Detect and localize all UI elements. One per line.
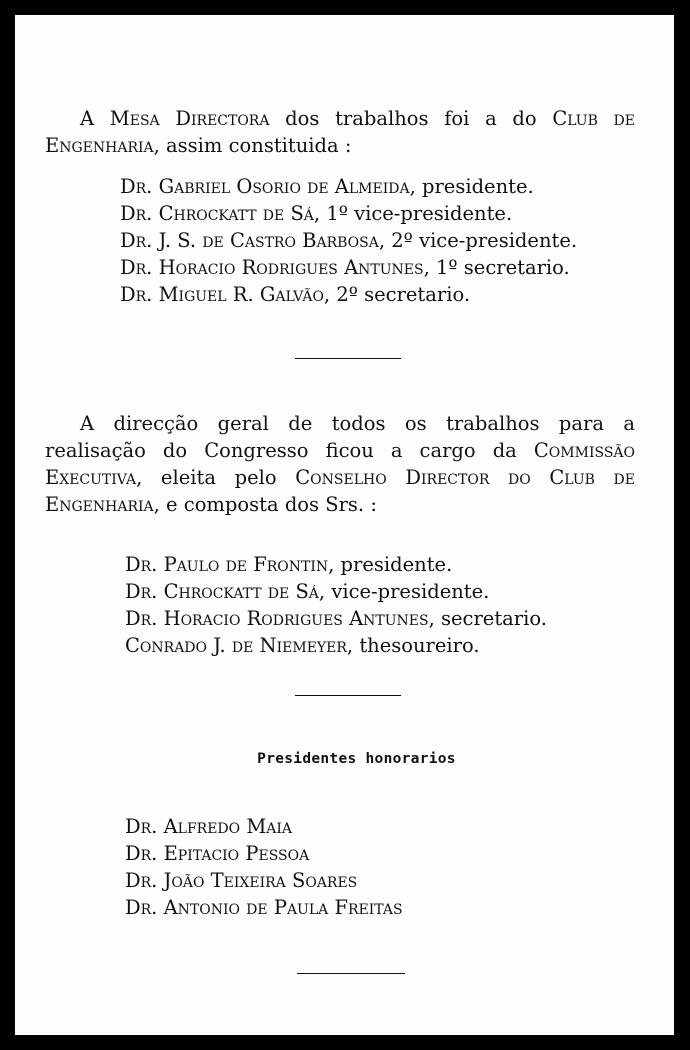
- member-role: , 1º secretario.: [423, 256, 570, 279]
- member-name: Dr. Gabriel Osorio de Almeida: [120, 175, 410, 198]
- member-role: , presidente.: [328, 553, 453, 576]
- council-name: Conselho Director do Club de Engenharia: [45, 466, 636, 516]
- member-role: , 2º secretario.: [323, 283, 471, 306]
- member-name: Dr. Chrockatt de Sá: [125, 580, 319, 603]
- mesa-intro-paragraph: [45, 105, 635, 159]
- member-name: Dr. Chrockatt de Sá: [120, 202, 314, 225]
- commission-intro-text: , eleita pelo: [136, 466, 296, 489]
- member-entry: [125, 632, 547, 659]
- member-name: Dr. Paulo de Frontin: [125, 553, 329, 576]
- member-entry: [125, 605, 547, 632]
- member-role: , presidente.: [409, 175, 534, 198]
- member-entry: [120, 281, 577, 308]
- member-role: , vice-presidente.: [318, 580, 490, 603]
- honorary-heading: Presidentes honorarios: [257, 751, 456, 767]
- member-role: , 1º vice-presidente.: [313, 202, 513, 225]
- member-name: Dr. J. S. de Castro Barbosa: [120, 229, 379, 252]
- commission-name: Commissão Executiva: [45, 439, 635, 489]
- member-entry: [120, 227, 577, 254]
- member-entry: [125, 551, 547, 578]
- mesa-members-list: [120, 173, 577, 308]
- member-role: , secretario.: [428, 607, 547, 630]
- honorary-member: Dr. Alfredo Maia: [125, 815, 293, 838]
- club-name: Club de Engenharia: [45, 107, 636, 157]
- member-name: Dr. Horacio Rodrigues Antunes: [125, 607, 429, 630]
- commission-intro-text: , e composta dos Srs. :: [153, 493, 377, 516]
- honorary-member: Dr. João Teixeira Soares: [125, 869, 358, 892]
- member-role: , 2º vice-presidente.: [378, 229, 578, 252]
- member-name: Dr. Miguel R. Galvão: [120, 283, 324, 306]
- honorary-member: Dr. Epitacio Pessoa: [125, 842, 310, 865]
- mesa-intro-text: dos trabalhos foi a do: [269, 107, 553, 130]
- member-entry: [120, 173, 577, 200]
- member-name: Conrado J. de Niemeyer: [125, 634, 347, 657]
- section-divider: [295, 695, 401, 696]
- mesa-intro-text: A: [80, 107, 110, 130]
- mesa-intro-text: , assim constituida :: [153, 134, 352, 157]
- honorary-member: Dr. Antonio de Paula Freitas: [125, 896, 403, 919]
- member-entry: [125, 578, 547, 605]
- member-name: Dr. Horacio Rodrigues Antunes: [120, 256, 424, 279]
- commission-intro-paragraph: [45, 410, 635, 518]
- commission-intro-text: A direcção geral de todos os trabalhos para a realisação do Congresso ficou a cargo da: [45, 412, 635, 462]
- honorary-members-list: [125, 813, 403, 921]
- commission-members-list: [125, 551, 547, 659]
- section-divider: [297, 973, 405, 974]
- member-role: , thesoureiro.: [346, 634, 480, 657]
- section-divider: [295, 358, 401, 359]
- member-entry: [120, 200, 577, 227]
- document-page: [15, 15, 674, 1035]
- member-entry: [120, 254, 577, 281]
- mesa-directora-name: Mesa Directora: [109, 107, 270, 130]
